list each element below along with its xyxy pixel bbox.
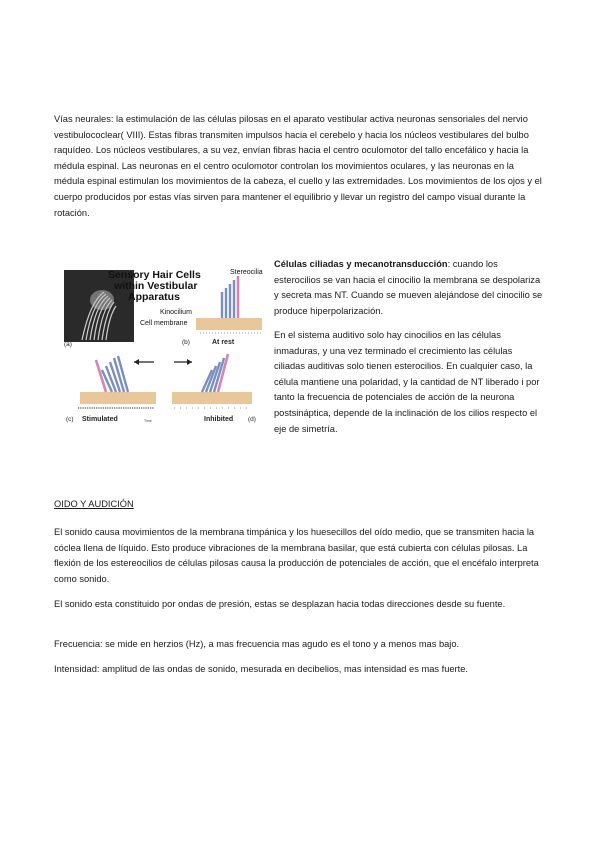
intensidad-paragraph: Intensidad: amplitud de las ondas de sonido, mesurada en decibelios, mas intensidad es mas fuerte. bbox=[54, 664, 468, 674]
oido-paragraph-1: El sonido causa movimientos de la membrana timpánica y los huesecillos del oído medio, que se transmiten hacia la cóclea llena de líquido. Esto produce vibraciones de la membrana basilar, que está cubierta con células pilosas. La flexión de los estereocilios de células pilosas causa la producción de potenciales de acción, que el encéfalo interpreta como sonido. bbox=[54, 527, 539, 584]
cell-c-base bbox=[80, 392, 156, 404]
hair-cells-figure bbox=[62, 262, 266, 432]
auditory-cilia-paragraph: En el sistema auditivo solo hay cinocilios en las células inmaduras, y una vez terminado el crecimiento las células ciliadas auditivas solo tienen esterocilios. En cualquier caso, la célula mantiene una polaridad, y la cantidad de NT liberado i por tanto la frecuencia de potenciales de acción de la neurona postsináptica, depende de la inclinación de los cilios respecto el eje de simetría. bbox=[274, 330, 540, 434]
label-d: (d) bbox=[248, 416, 256, 423]
label-cell-membrane: Cell membrane bbox=[140, 320, 188, 327]
mechanotransduction-paragraph bbox=[274, 257, 544, 319]
label-inhibited: Inhibited bbox=[204, 416, 234, 423]
label-b: (b) bbox=[182, 339, 190, 346]
figure-title-2: within Vestibular bbox=[114, 280, 198, 292]
arrow-d-head bbox=[187, 359, 192, 365]
frecuencia-paragraph: Frecuencia: se mide en herzios (Hz), a mas frecuencia mas agudo es el tono y a menos mas bajo. bbox=[54, 639, 460, 649]
figure-title-1: Sensory Hair Cells bbox=[108, 269, 201, 281]
arrow-c-head bbox=[134, 359, 139, 365]
mechanotransduction-text: : cuando los esterocilios se van hacia el cinocilio la membrana se despolariza y secreta mas NT. Cuando se mueven alejándose del cinocilio se produce hiperpolarización. bbox=[274, 259, 543, 316]
intro-paragraph: Vías neurales: la estimulación de las células pilosas en el aparato vestibular activa neuronas sensoriales del nervio vestibulococlear( VIII). Estas fibras transmiten impulsos hacia el cerebelo y hacia los núcleos vestibulares del bulbo raquídeo. Los núcleos vestibulares, a su vez, envían fibras hacia el centro oculomotor del tallo encefálico y hacia la médula espinal. Las neuronas en el centro oculomotor controlan los movimientos oculares, y las neuronas en la médula espinal estimulan los movimientos de la cabeza, el cuello y las extremidades. Los movimientos de los ojos y el cuerpo producidos por estas vías sirven para mantener el equilibrio y llevar un registro del campo visual durante la rotación. bbox=[54, 114, 542, 218]
cell-d-stereocilia bbox=[202, 358, 224, 392]
label-a: (a) bbox=[64, 341, 72, 348]
label-kinocilium: Kinocilium bbox=[160, 309, 192, 316]
section-title-oido: OIDO Y AUDICIÓN bbox=[54, 499, 134, 509]
cell-b-stereocilia bbox=[222, 280, 234, 318]
cell-d-base bbox=[172, 392, 252, 404]
label-stimulated: Stimulated bbox=[82, 416, 118, 423]
label-c: (c) bbox=[66, 416, 74, 423]
cell-c-stereocilia bbox=[102, 356, 128, 392]
oido-paragraph-2: El sonido esta constituido por ondas de presión, estas se desplazan hacia todas direcciones desde su fuente. bbox=[54, 599, 506, 609]
figure-title-3: Apparatus bbox=[128, 291, 180, 303]
mechanotransduction-title: Células ciliadas y mecanotransducción bbox=[274, 259, 448, 269]
label-at-rest: At rest bbox=[212, 339, 235, 346]
label-stereocilia: Stereocilia bbox=[230, 269, 263, 276]
cell-b-base bbox=[196, 318, 262, 330]
label-time: Time bbox=[144, 419, 152, 423]
